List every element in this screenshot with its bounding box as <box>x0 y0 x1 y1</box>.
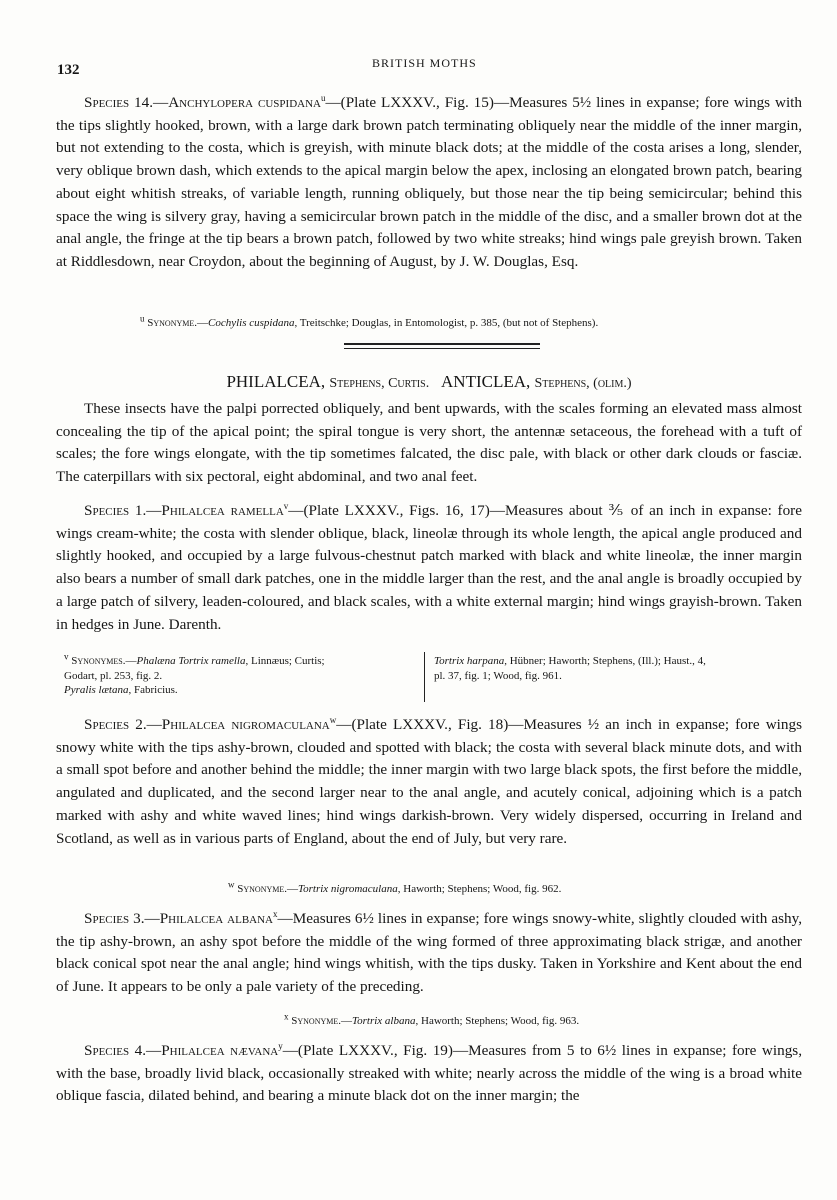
species-14-label: Species 14.—Anchylopera cuspidana <box>84 94 321 111</box>
species-3-paragraph <box>56 908 802 999</box>
section-divider <box>344 343 540 345</box>
synonym-label: Synonyme.— <box>291 1015 353 1027</box>
synonym-label: Synonyme.— <box>237 883 299 895</box>
species-1-paragraph <box>56 500 802 636</box>
synonym-name: Cochylis cuspidana <box>208 317 295 329</box>
species-2-paragraph <box>56 714 802 850</box>
page-number: 132 <box>57 62 80 78</box>
footnote-mark: y <box>278 1040 283 1051</box>
species-14-text: —(Plate LXXXV., Fig. 15)—Measures 5½ lines in expanse; fore wings with the tips slightly hooked, brown, with a large dark brown patch terminating obliquely near the middle of the inner margin, but not extending to the costa, which is greyish, with minute black dots; at the middle of the costa arises a long, slender, very oblique brown dash, which extends to the apical margin below the apex, inclosing an elongated brown patch, bearing about eight whitish streaks, of variable length, running obliquely, but those near the tip being semicircular; behind this space the wing is silvery gray, having a semicircular brown patch in the middle of the disc, and a smaller brown dot at the anal angle, the fringe at the tip bears a brown patch, followed by two white streaks; hind wings pale greyish brown. Taken at Riddlesdown, near Croydon, about the beginning of August, by J. W. Douglas, Esq. <box>56 94 802 270</box>
species-3-label: Species 3.—Philalcea albana <box>84 910 274 927</box>
genus-synonym-authority: Stephens, (olim.) <box>534 376 632 391</box>
column-divider <box>424 652 425 702</box>
synonym-rest: , Linnæus; Curtis; <box>245 655 325 667</box>
genus-authority: Stephens, Curtis. <box>329 376 430 391</box>
species-2-label: Species 2.—Philalcea nigromaculana <box>84 716 330 733</box>
synonym-name: Tortrix nigromaculana <box>298 883 398 895</box>
footnote-mark: x <box>273 908 278 919</box>
species-1-text: —(Plate LXXXV., Figs. 16, 17)—Measures about ⅗ of an inch in expanse: fore wings cream-white; the costa with slender oblique, black, lineolæ through its whole length, the apical angle produced and slightly hooked, and occupied by a large fulvous-chestnut patch marked with black and white lineolæ, the inner margin also bears a number of small dark patches, one in the middle larger than the rest, and the anal angle is broadly occupied by a large patch of silvery, leaden-coloured, and black scales, with a white external margin; hind wings grayish-brown. Taken in hedges in June. Darenth. <box>56 502 802 633</box>
species-4-paragraph <box>56 1040 802 1108</box>
footnote-mark: v <box>64 651 69 662</box>
synonym-rest: , Haworth; Stephens; Wood, fig. 962. <box>397 883 562 895</box>
synonym-rest: , Hübner; Haworth; Stephens, (Ill.); Haust., 4, <box>504 655 706 667</box>
footnote-mark: w <box>228 879 235 890</box>
footnote-mark: u <box>320 92 326 103</box>
synonym-rest: , Treitschke; Douglas, in Entomologist, p. 385, (but not of Stephens). <box>294 317 599 329</box>
synonym-name: Tortrix albana <box>352 1015 416 1027</box>
species-1-synonyms-left <box>64 651 419 698</box>
section-divider <box>344 348 540 349</box>
synonym-line: Godart, pl. 253, fig. 2. <box>64 669 163 682</box>
species-4-text: —(Plate LXXXV., Fig. 19)—Measures from 5 to 6½ lines in expanse; fore wings, with the base, broadly livid black, occasionally streaked with white; nearly across the middle of the wing is a broad white oblique fascia, dilated behind, and bearing a minute black dot on the inner margin; the <box>56 1042 802 1105</box>
footnote-mark: w <box>329 714 337 725</box>
synonym-label: Synonymes.— <box>71 655 137 667</box>
genus-synonym: ANTICLEA, <box>441 372 531 391</box>
species-14-paragraph <box>56 92 802 274</box>
species-3-text: —Measures 6½ lines in expanse; fore wings snowy-white, slightly clouded with ashy, the tip ashy-brown, an ashy spot before the middle of the wing formed of three approximating black strigæ, and another black conical spot near the anal angle; hind wings whitish, with the tips dusky. Taken in Yorkshire and Kent about the end of June. It appears to be only a pale variety of the preceding. <box>56 910 803 996</box>
synonym-rest: , Haworth; Stephens; Wood, fig. 963. <box>415 1015 580 1027</box>
synonym-name: Pyralis lætana <box>64 684 129 696</box>
species-1-label: Species 1.—Philalcea ramella <box>84 502 284 519</box>
species-2-synonym <box>228 879 562 896</box>
synonym-rest: , Fabricius. <box>128 684 178 696</box>
footnote-mark: v <box>283 500 289 511</box>
species-1-synonyms-right <box>434 654 804 683</box>
genus-heading <box>56 372 802 392</box>
running-title: BRITISH MOTHS <box>372 56 477 70</box>
synonym-name: Tortrix harpana <box>434 655 505 667</box>
synonym-label: Synonyme.— <box>147 317 209 329</box>
footnote-mark: u <box>140 313 145 324</box>
species-14-synonym <box>140 313 599 330</box>
synonym-line: pl. 37, fig. 1; Wood, fig. 961. <box>434 669 562 682</box>
species-2-text: —(Plate LXXXV., Fig. 18)—Measures ½ an inch in expanse; fore wings snowy white with the tips ashy-brown, clouded and spotted with black; the costa with several black minute dots, and with a small spot before and another behind the middle; the inner margin with two large black spots, the first before the middle, angulated and duplicated, and the second larger near to the anal angle, and acutely conical, adjoining which is a patch marked with ashy and white waved lines; hind wings darkish-brown. Very widely dispersed, occurring in Ireland and Scotland, as well as in various parts of England, about the end of July, but very rare. <box>56 716 802 847</box>
genus-description-text: These insects have the palpi porrected obliquely, and bent upwards, with the scales forming an elevated mass almost concealing the tip of the apical point; the spiral tongue is very short, the antennæ setaceous, the forehead with a tuft of scales; the fore wings elongate, with the tip sometimes falcated, the disc pale, with black or other dark clouds or fasciæ. The caterpillars with six pectoral, eight abdominal, and two anal feet. <box>56 400 802 486</box>
genus-name: PHILALCEA, <box>226 372 326 391</box>
footnote-mark: x <box>284 1011 289 1022</box>
synonym-name: Phalæna Tortrix ramella <box>136 655 246 667</box>
species-3-synonym <box>284 1011 580 1028</box>
genus-description <box>56 398 802 489</box>
species-4-label: Species 4.—Philalcea nævana <box>84 1042 279 1059</box>
